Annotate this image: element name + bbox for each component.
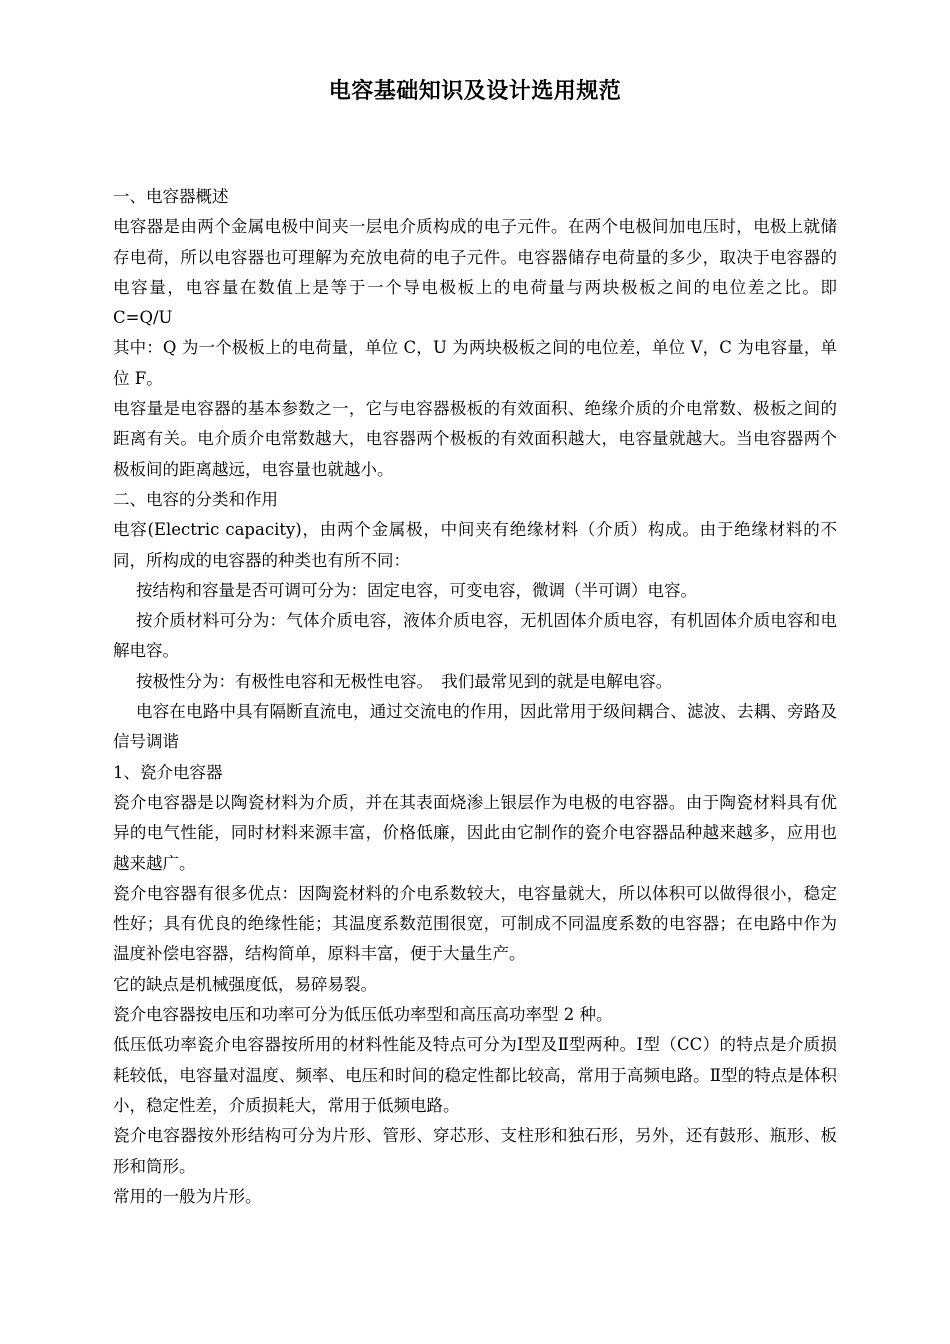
section-heading: 二、电容的分类和作用 — [113, 489, 278, 509]
section-heading: 一、电容器概述 — [113, 187, 229, 206]
paragraph: 电容器是由两个金属电极中间夹一层电介质构成的电子元件。在两个电极间加电压时，电极上就储存电荷，所以电容器也可理解为充放电荷的电子元件。电容器储存电荷量的多少，取决于电容器的电容量，电容量在数值上是等于一个导电极板上的电荷量与两块极板之间的电位差之比。即 C=Q/U — [113, 217, 854, 328]
paragraph: 按介质材料可分为：气体介质电容，液体介质电容，无机固体介质电容，有机固体介质电容和电解电容。 — [113, 611, 837, 661]
paragraph: 按极性分为：有极性电容和无极性电容。 我们最常见到的就是电解电容。 — [136, 671, 673, 691]
paragraph: 它的缺点是机械强度低，易碎易裂。 — [113, 974, 377, 994]
document-title: 电容基础知识及设计选用规范 — [328, 79, 622, 104]
document-body — [113, 182, 854, 1212]
paragraph: 常用的一般为片形。 — [113, 1186, 262, 1206]
paragraph: 低压低功率瓷介电容器按所用的材料性能及特点可分为Ⅰ型及Ⅱ型两种。Ⅰ型（CC）的特点是介质损耗较低，电容量对温度、频率、电压和时间的稳定性都比较高，常用于高频电路。Ⅱ型的特点是体积小，稳定性差，介质损耗大，常用于低频电路。 — [113, 1035, 837, 1115]
paragraph: 电容在电路中具有隔断直流电，通过交流电的作用，因此常用于级间耦合、滤波、去耦、旁路及信号调谐 — [113, 702, 837, 752]
paragraph: 其中：Q 为一个极板上的电荷量，单位 C，U 为两块极板之间的电位差，单位 V，C 为电容量，单位 F。 — [113, 338, 837, 388]
paragraph: 按结构和容量是否可调可分为：固定电容，可变电容，微调（半可调）电容。 — [136, 580, 697, 600]
paragraph: 电容量是电容器的基本参数之一，它与电容器极板的有效面积、绝缘介质的介电常数、极板之间的距离有关。电介质介电常数越大，电容器两个极板的有效面积越大，电容量就越大。当电容器两个极板间的距离越远，电容量也就越小。 — [113, 399, 837, 479]
paragraph: 瓷介电容器有很多优点：因陶瓷材料的介电系数较大，电容量就大，所以体积可以做得很小，稳定性好；具有优良的绝缘性能；其温度系数范围很宽，可制成不同温度系数的电容器；在电路中作为温度补偿电容器，结构简单，原料丰富，便于大量生产。 — [113, 883, 837, 964]
paragraph: 电容(Electric capacity)，由两个金属极，中间夹有绝缘材料（介质）构成。由于绝缘材料的不同，所构成的电容器的种类也有所不同： — [113, 520, 837, 570]
paragraph: 瓷介电容器按外形结构可分为片形、管形、穿芯形、支柱形和独石形，另外，还有鼓形、瓶形、板形和筒形。 — [113, 1126, 837, 1176]
paragraph: 瓷介电容器按电压和功率可分为低压低功率型和高压高功率型 2 种。 — [113, 1005, 613, 1025]
paragraph: 瓷介电容器是以陶瓷材料为介质，并在其表面烧渗上银层作为电极的电容器。由于陶瓷材料具有优异的电气性能，同时材料来源丰富，价格低廉，因此由它制作的瓷介电容器品种越来越多，应用也越来越广。 — [113, 792, 837, 873]
subsection-heading: 1、瓷介电容器 — [113, 762, 223, 782]
